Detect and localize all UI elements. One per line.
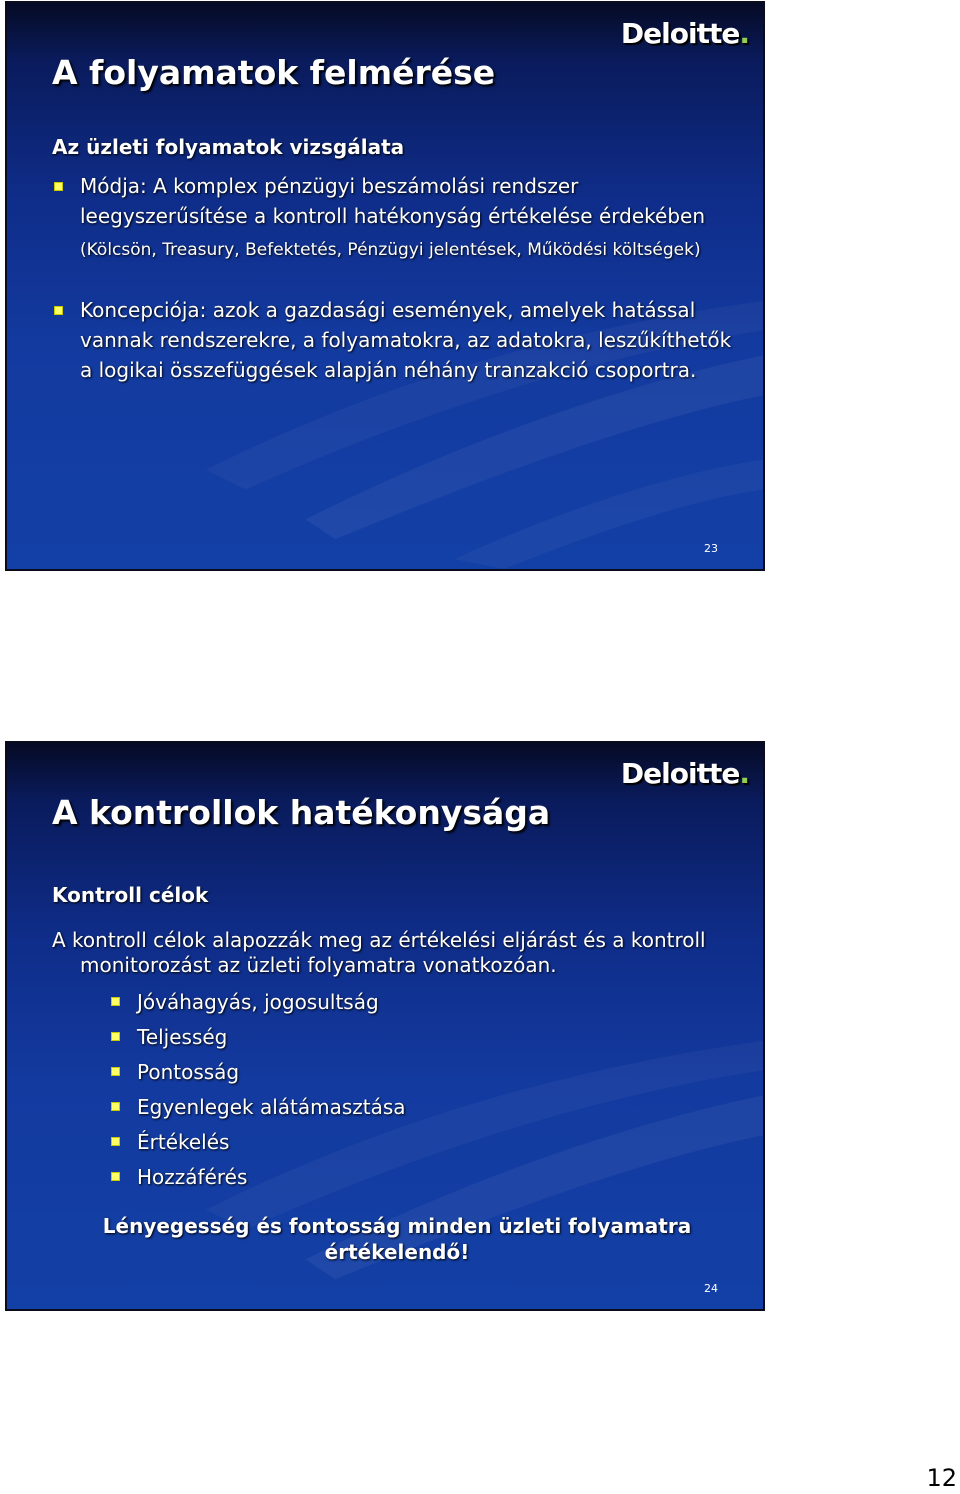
bullet-text: Koncepciója: azok a gazdasági események, amelyek hatással vannak rendszerekre, a folyamatokra, az adatokra, leszűkíthetők a logikai összefüggések alapján néhány tranzakció csoportra. xyxy=(80,298,732,382)
square-bullet-icon xyxy=(111,1102,120,1111)
closing-statement: Lényegesség és fontosság minden üzleti folyamatra értékelendő! xyxy=(102,1214,692,1264)
control-objectives-list xyxy=(109,987,406,1197)
list-item: Pontosság xyxy=(109,1057,406,1092)
square-bullet-icon xyxy=(54,306,63,315)
bullet-note: (Kölcsön, Treasury, Befektetés, Pénzügyi jelentések, Működési költségek) xyxy=(80,240,701,260)
bullet-text: Módja: A komplex pénzügyi beszámolási rendszer leegyszerűsítése a kontroll hatékonyság értékelése érdekében xyxy=(80,174,705,228)
list-item: Teljesség xyxy=(109,1022,406,1057)
slide-page-number: 23 xyxy=(704,542,718,555)
list-item: Hozzáférés xyxy=(109,1162,406,1197)
bullet-list xyxy=(52,171,742,415)
bullet-item-concept xyxy=(52,295,742,385)
slide-page-number: 24 xyxy=(704,1282,718,1295)
square-bullet-icon xyxy=(111,1137,120,1146)
list-item: Jóváhagyás, jogosultság xyxy=(109,987,406,1022)
slide-23 xyxy=(5,1,765,571)
slide-title: A folyamatok felmérése xyxy=(52,53,496,92)
deloitte-logo: Deloitte. xyxy=(620,17,749,50)
bullet-item-method xyxy=(52,171,742,265)
square-bullet-icon xyxy=(111,997,120,1006)
list-item: Egyenlegek alátámasztása xyxy=(109,1092,406,1127)
square-bullet-icon xyxy=(111,1032,120,1041)
document-page-number: 12 xyxy=(926,1464,957,1492)
slide-subtitle: Kontroll célok xyxy=(52,883,209,907)
square-bullet-icon xyxy=(111,1172,120,1181)
intro-paragraph: A kontroll célok alapozzák meg az értékelési eljárást és a kontroll monitorozást az üzleti folyamatra vonatkozóan. xyxy=(52,928,706,977)
list-item: Értékelés xyxy=(109,1127,406,1162)
slide-title: A kontrollok hatékonysága xyxy=(52,793,551,832)
square-bullet-icon xyxy=(111,1067,120,1076)
deloitte-logo: Deloitte. xyxy=(620,757,749,790)
slide-24 xyxy=(5,741,765,1311)
slide-subtitle: Az üzleti folyamatok vizsgálata xyxy=(52,135,405,159)
square-bullet-icon xyxy=(54,182,63,191)
